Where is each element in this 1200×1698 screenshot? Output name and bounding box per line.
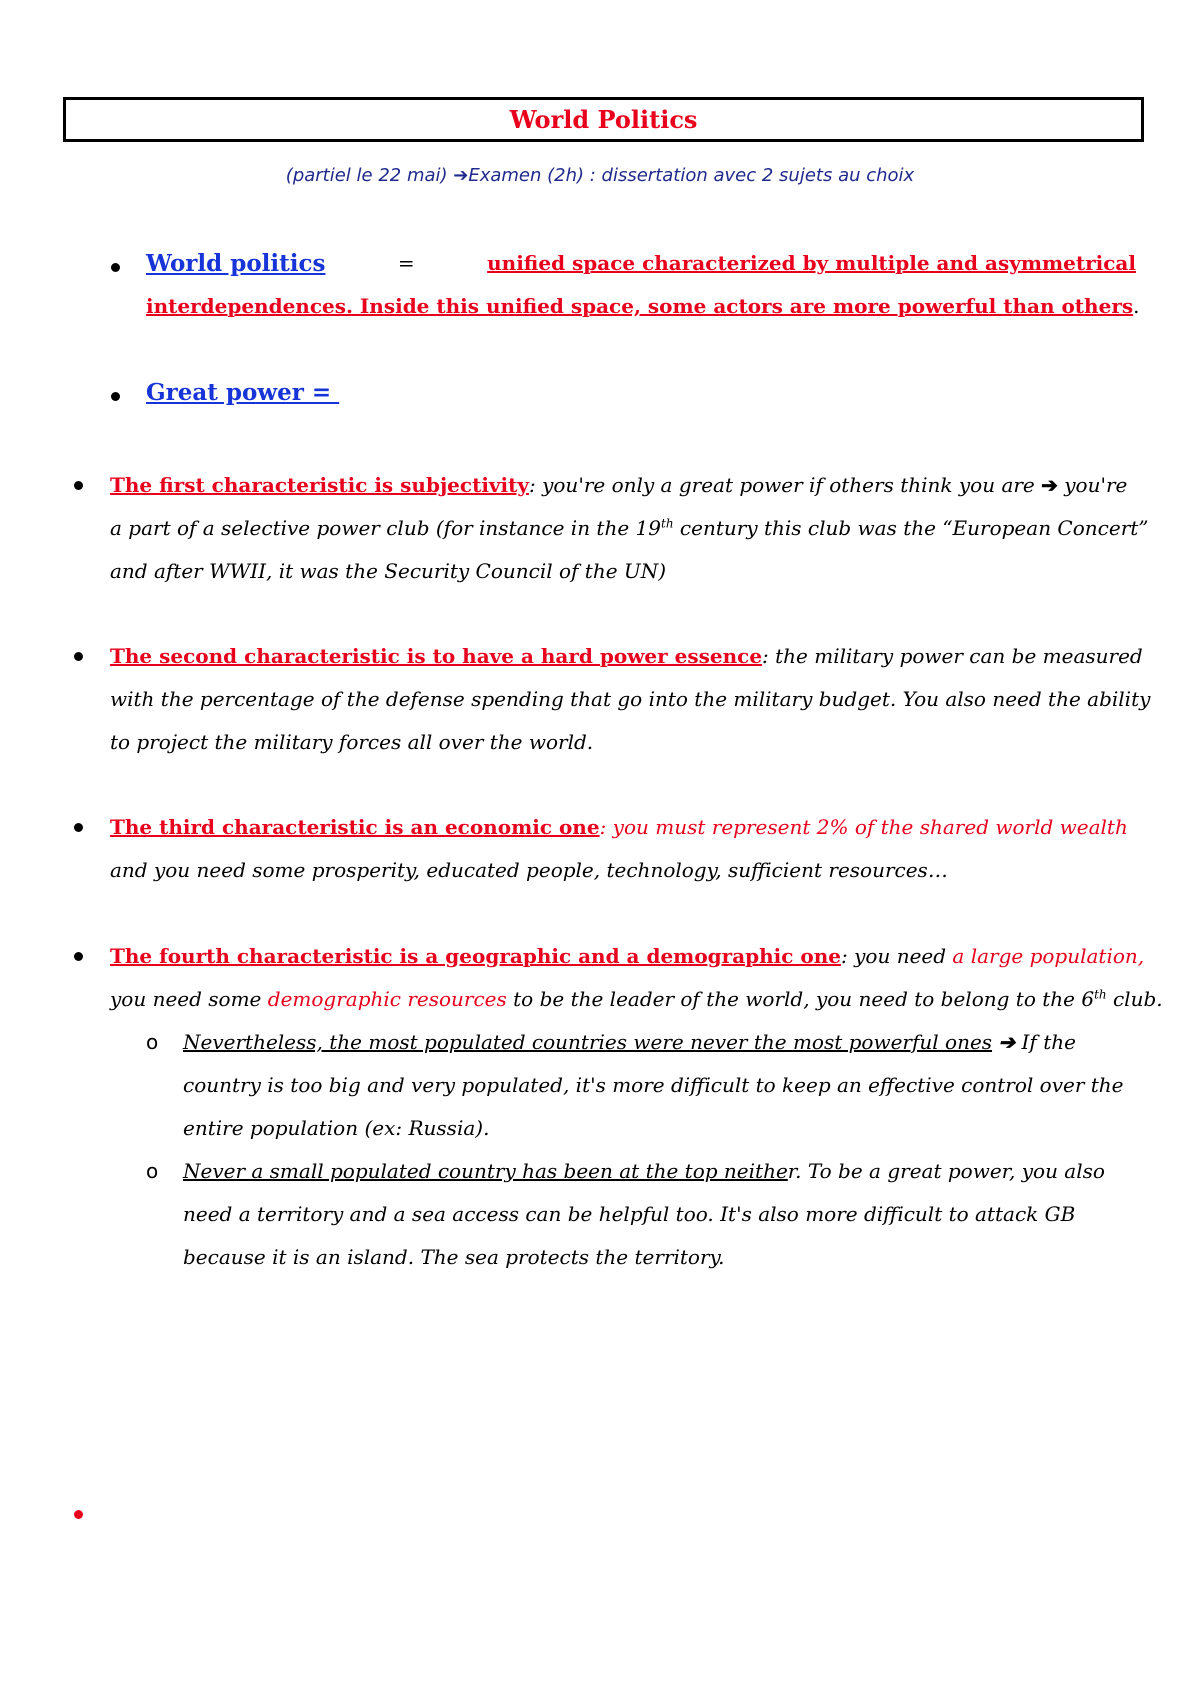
bullet-dot: [111, 392, 120, 401]
text: : you need: [841, 944, 953, 968]
text: to be the leader of the world, you need to belong to the 6: [506, 987, 1095, 1011]
text: : you must represent 2% of the shared world wealth: [599, 815, 1128, 839]
empty-bullet-dot: [74, 1510, 83, 1519]
text: entire population (ex: Russia).: [183, 1116, 490, 1140]
arrow-icon: ➔: [998, 1030, 1016, 1054]
bullet-dot: [111, 263, 120, 272]
sub-bullet-circle: o: [146, 1159, 159, 1183]
definition-great-power: [146, 371, 1146, 415]
page-title: World Politics: [509, 105, 698, 134]
text: to project the military forces all over the world.: [110, 730, 594, 754]
definition-line-2: interdependences. Inside this unified space, some actors are more powerful than others: [146, 294, 1134, 318]
characteristic-2: [110, 635, 1151, 764]
text: and after WWII, it was the Security Council of the UN): [110, 559, 667, 583]
heading-third: The third characteristic is an economic one: [110, 815, 600, 839]
text: because it is an island. The sea protects the territory.: [183, 1245, 725, 1269]
term-great-power: Great power =: [146, 379, 340, 406]
characteristic-1: [110, 464, 1149, 593]
characteristic-4: [110, 935, 1163, 1021]
heading-fourth: The fourth characteristic is a geographic and a demographic one: [110, 944, 842, 968]
sub-point-2: [183, 1150, 1138, 1279]
text: need a territory and a sea access can be helpful too. It's also more difficult to attack GB: [183, 1202, 1076, 1226]
heading-first: The first characteristic is subjectivity: [110, 473, 529, 497]
text: a large population,: [952, 944, 1145, 968]
text: : you're only a great power if others think you are: [529, 473, 1042, 497]
text: you're: [1057, 473, 1128, 497]
bullet-dot: [74, 652, 83, 661]
text: Never a small populated country has been at the top neithe: [183, 1159, 788, 1183]
sub-point-1: [183, 1021, 1138, 1150]
text: with the percentage of the defense spending that go into the military budget. You also need the ability: [110, 687, 1151, 711]
text: country is too big and very populated, it's more difficult to keep an effective control over the: [183, 1073, 1124, 1097]
superscript: th: [661, 516, 674, 531]
characteristic-3: [110, 806, 1140, 892]
text: demographic resources: [267, 987, 507, 1011]
term-world-politics: World politics: [146, 250, 326, 277]
title-box: [63, 97, 1144, 142]
text: a part of a selective power club (for instance in the 19: [110, 516, 661, 540]
exam-info: (partiel le 22 mai) ➔Examen (2h) : dissertation avec 2 sujets au choix: [285, 165, 915, 186]
text: Nevertheless, the most populated countries were never the most powerful ones: [183, 1030, 993, 1054]
definition-world-politics: [146, 242, 1146, 328]
equals-sign: =: [397, 251, 415, 275]
bullet-dot: [74, 952, 83, 961]
bullet-dot: [74, 823, 83, 832]
text: club.: [1106, 987, 1163, 1011]
text: and you need some prosperity, educated people, technology, sufficient resources…: [110, 858, 948, 882]
bullet-dot: [74, 481, 83, 490]
text: : the military power can be measured: [762, 644, 1143, 668]
superscript: th: [1094, 987, 1107, 1002]
text: r. To be a great power, you also: [787, 1159, 1105, 1183]
period: .: [1133, 294, 1140, 318]
text: If the: [1015, 1030, 1076, 1054]
heading-second: The second characteristic is to have a hard power essence: [110, 644, 763, 668]
sub-bullet-circle: o: [146, 1030, 159, 1054]
text: you need some: [110, 987, 268, 1011]
text: century this club was the “European Concert”: [673, 516, 1149, 540]
arrow-icon: ➔: [1041, 473, 1058, 497]
definition-line-1: unified space characterized by multiple and asymmetrical: [487, 251, 1136, 275]
